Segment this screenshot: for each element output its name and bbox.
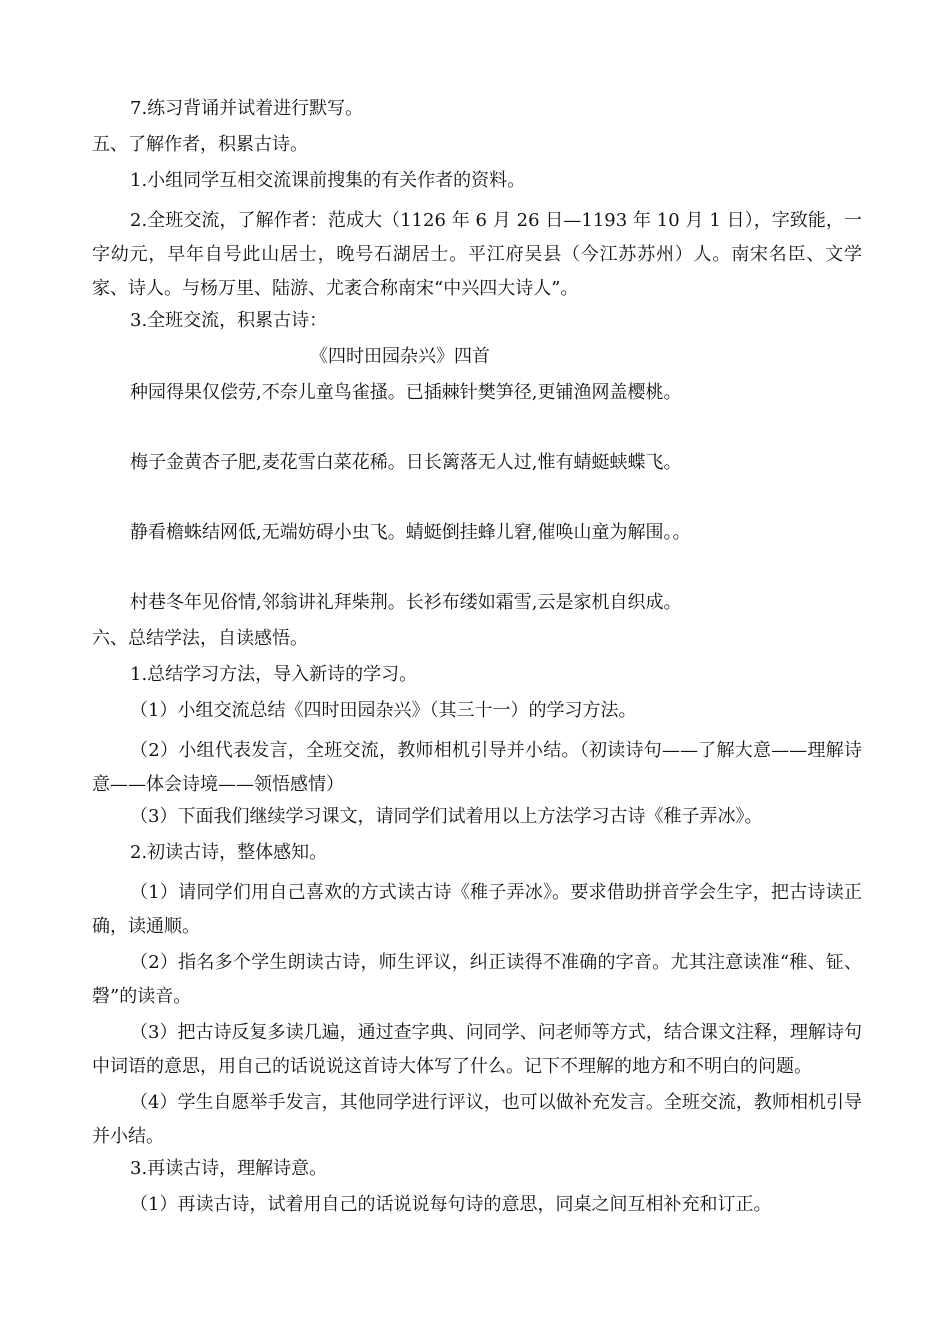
poem-3: 静看檐蛛结网低,无端妨碍小虫飞。蜻蜓倒挂蜂儿窘,催唤山童为解围。。 bbox=[130, 522, 691, 543]
poem-4: 村巷冬年见俗情,邻翁讲礼拜柴荆。长衫布缕如霜雪,云是家机自织成。 bbox=[130, 592, 682, 613]
section-6-item-2-4: （4）学生自愿举手发言，其他同学进行评议，也可以做补充发言。全班交流，教师相机引导并小结。 bbox=[92, 1092, 862, 1147]
poem-2: 梅子金黄杏子肥,麦花雪白菜花稀。日长篱落无人过,惟有蜻蜓蛱蝶飞。 bbox=[130, 452, 682, 473]
document-body bbox=[92, 96, 862, 1228]
section-6-item-2-1: （1）请同学们用自己喜欢的方式读古诗《稚子弄冰》。要求借助拼音学会生字，把古诗读正确，读通顺。 bbox=[92, 882, 862, 937]
step-7-text: 7.练习背诵并试着进行默写。 bbox=[130, 98, 364, 119]
section-6-item-3-1: （1）再读古诗，试着用自己的话说说每句诗的意思，同桌之间互相补充和订正。 bbox=[130, 1194, 772, 1215]
section-5-heading: 五、了解作者，积累古诗。 bbox=[92, 134, 308, 155]
section-6-heading: 六、总结学法，自读感悟。 bbox=[92, 628, 308, 649]
section-5-item-2: 2.全班交流，了解作者：范成大（1126 年 6 月 26 日—1193 年 10 月 1 日），字致能，一字幼元，早年自号此山居士，晚号石湖居士。平江府吴县（今江苏苏州）人。南宋名臣、文学家、诗人。与杨万里、陆游、尤袤合称南宋“中兴四大诗人”。 bbox=[92, 210, 862, 299]
poem-1: 种园得果仅偿劳,不奈儿童鸟雀搔。已插棘针樊笋径,更铺渔网盖樱桃。 bbox=[130, 382, 682, 403]
section-6-item-2-2: （2）指名多个学生朗读古诗，师生评议，纠正读得不准确的字音。尤其注意读准“稚、钲、磬”的读音。 bbox=[92, 952, 862, 1007]
section-6-item-1-1: （1）小组交流总结《四时田园杂兴》（其三十一）的学习方法。 bbox=[130, 700, 637, 721]
section-6-item-3: 3.再读古诗，理解诗意。 bbox=[130, 1158, 328, 1179]
section-6-item-1: 1.总结学习方法，导入新诗的学习。 bbox=[130, 664, 418, 685]
section-6-item-1-2: （2）小组代表发言，全班交流，教师相机引导并小结。（初读诗句——了解大意——理解诗意——体会诗境——领悟感情） bbox=[92, 740, 862, 795]
section-6-item-1-3: （3）下面我们继续学习课文，请同学们试着用以上方法学习古诗《稚子弄冰》。 bbox=[130, 806, 763, 827]
poem-collection-title: 《四时田园杂兴》四首 bbox=[310, 346, 490, 367]
section-6-item-2: 2.初读古诗，整体感知。 bbox=[130, 842, 328, 863]
section-6-item-2-3: （3）把古诗反复多读几遍，通过查字典、问同学、问老师等方式，结合课文注释，理解诗句中词语的意思，用自己的话说说这首诗大体写了什么。记下不理解的地方和不明白的问题。 bbox=[92, 1022, 862, 1077]
section-5-item-1: 1.小组同学互相交流课前搜集的有关作者的资料。 bbox=[130, 170, 526, 191]
section-5-item-3: 3.全班交流，积累古诗： bbox=[130, 310, 328, 331]
